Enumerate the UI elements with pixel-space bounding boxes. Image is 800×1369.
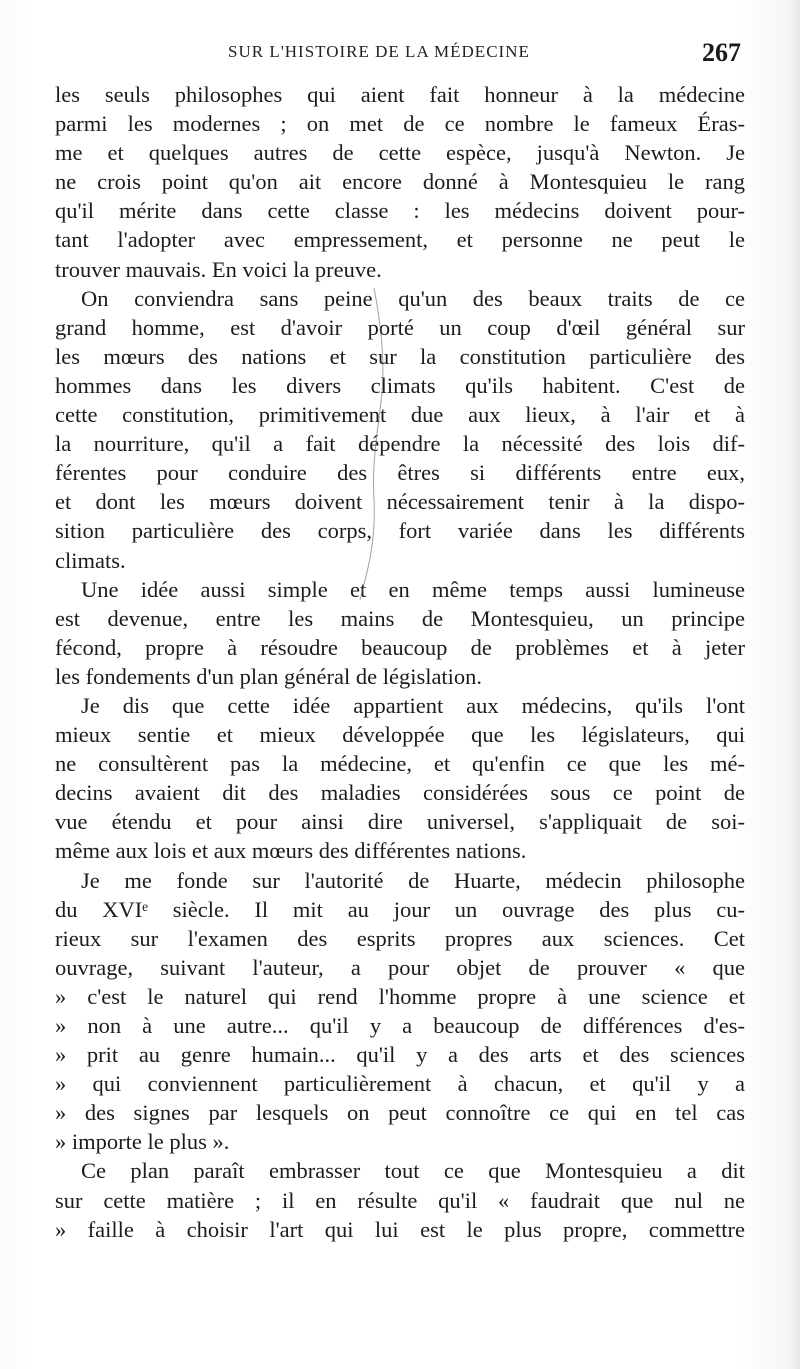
text-line: Je me fonde sur l'autorité de Huarte, médecin philosophe — [81, 867, 745, 893]
text-line: mieux sentie et mieux développée que les législateurs, qui — [55, 722, 745, 748]
text-line: sur cette matière ; il en résulte qu'il « faudrait que nul ne — [55, 1187, 745, 1213]
text-line: ne consultèrent pas la médecine, et qu'enfin ce que les mé- — [55, 751, 745, 777]
text-line: me et quelques autres de cette espèce, jusqu'à Newton. Je — [55, 140, 745, 166]
text-line: » c'est le naturel qui rend l'homme propre à une science et — [55, 983, 745, 1009]
body-text — [55, 80, 745, 1244]
text-line: tant l'adopter avec empressement, et personne ne peut le — [55, 227, 745, 253]
text-line: est devenue, entre les mains de Montesquieu, un principe — [55, 605, 745, 631]
text-line: Je dis que cette idée appartient aux médecins, qu'ils l'ont — [81, 692, 745, 718]
text-line: » prit au genre humain... qu'il y a des arts et des sciences — [55, 1042, 745, 1068]
page-edge-shadow — [790, 0, 800, 1369]
text-line: Une idée aussi simple et en même temps aussi lumineuse — [81, 576, 745, 602]
text-line: » importe le plus ». — [55, 1129, 230, 1155]
text-line: rieux sur l'examen des esprits propres aux sciences. Cet — [55, 925, 745, 951]
text-line: fécond, propre à résoudre beaucoup de problèmes et à jeter — [55, 634, 745, 660]
text-line: les seuls philosophes qui aient fait honneur à la médecine — [55, 82, 745, 107]
text-line: » faille à choisir l'art qui lui est le plus propre, commettre — [55, 1216, 745, 1242]
text-line: les fondements d'un plan général de législation. — [55, 663, 483, 689]
text-line: grand homme, est d'avoir porté un coup d'œil général sur — [55, 314, 745, 340]
text-line: la nourriture, qu'il a fait dépendre la nécessité des lois dif- — [55, 431, 745, 457]
text-line: ouvrage, suivant l'auteur, a pour objet de prouver « que — [55, 954, 745, 980]
text-line: hommes dans les divers climats qu'ils habitent. C'est de — [55, 372, 745, 398]
text-line: climats. — [55, 547, 126, 573]
running-title: SUR L'HISTOIRE DE LA MÉDECINE — [228, 42, 530, 61]
text-line: » des signes par lesquels on peut connoître ce qui en tel cas — [55, 1100, 745, 1126]
text-line: férentes pour conduire des êtres si différents entre eux, — [55, 460, 745, 486]
text-line: » non à une autre... qu'il y a beaucoup de différences d'es- — [55, 1013, 745, 1038]
text-line: trouver mauvais. En voici la preuve. — [55, 256, 382, 282]
text-line: cette constitution, primitivement due aux lieux, à l'air et à — [55, 402, 745, 428]
text-line: qu'il mérite dans cette classe : les médecins doivent pour- — [55, 198, 745, 224]
text-line: du XVIᵉ siècle. Il mit au jour un ouvrage des plus cu- — [55, 896, 745, 922]
text-line: On conviendra sans peine qu'un des beaux traits de ce — [81, 285, 745, 311]
text-line: Ce plan paraît embrasser tout ce que Montesquieu a dit — [81, 1158, 745, 1184]
text-line: parmi les modernes ; on met de ce nombre le fameux Éras- — [55, 111, 745, 137]
text-line: sition particulière des corps, fort variée dans les différents — [55, 518, 745, 544]
page-number: 267 — [702, 38, 741, 67]
text-line: decins avaient dit des maladies considérées sous ce point de — [55, 780, 745, 806]
text-line: les mœurs des nations et sur la constitution particulière des — [55, 343, 745, 369]
text-line: vue étendu et pour ainsi dire universel, s'appliquait de soi- — [55, 809, 745, 835]
text-line: » qui conviennent particulièrement à chacun, et qu'il y a — [55, 1071, 745, 1097]
page-header — [0, 38, 800, 72]
text-line: ne crois point qu'on ait encore donné à Montesquieu le rang — [55, 169, 745, 195]
text-line: et dont les mœurs doivent nécessairement tenir à la dispo- — [55, 489, 745, 515]
text-line: même aux lois et aux mœurs des différentes nations. — [55, 838, 527, 864]
